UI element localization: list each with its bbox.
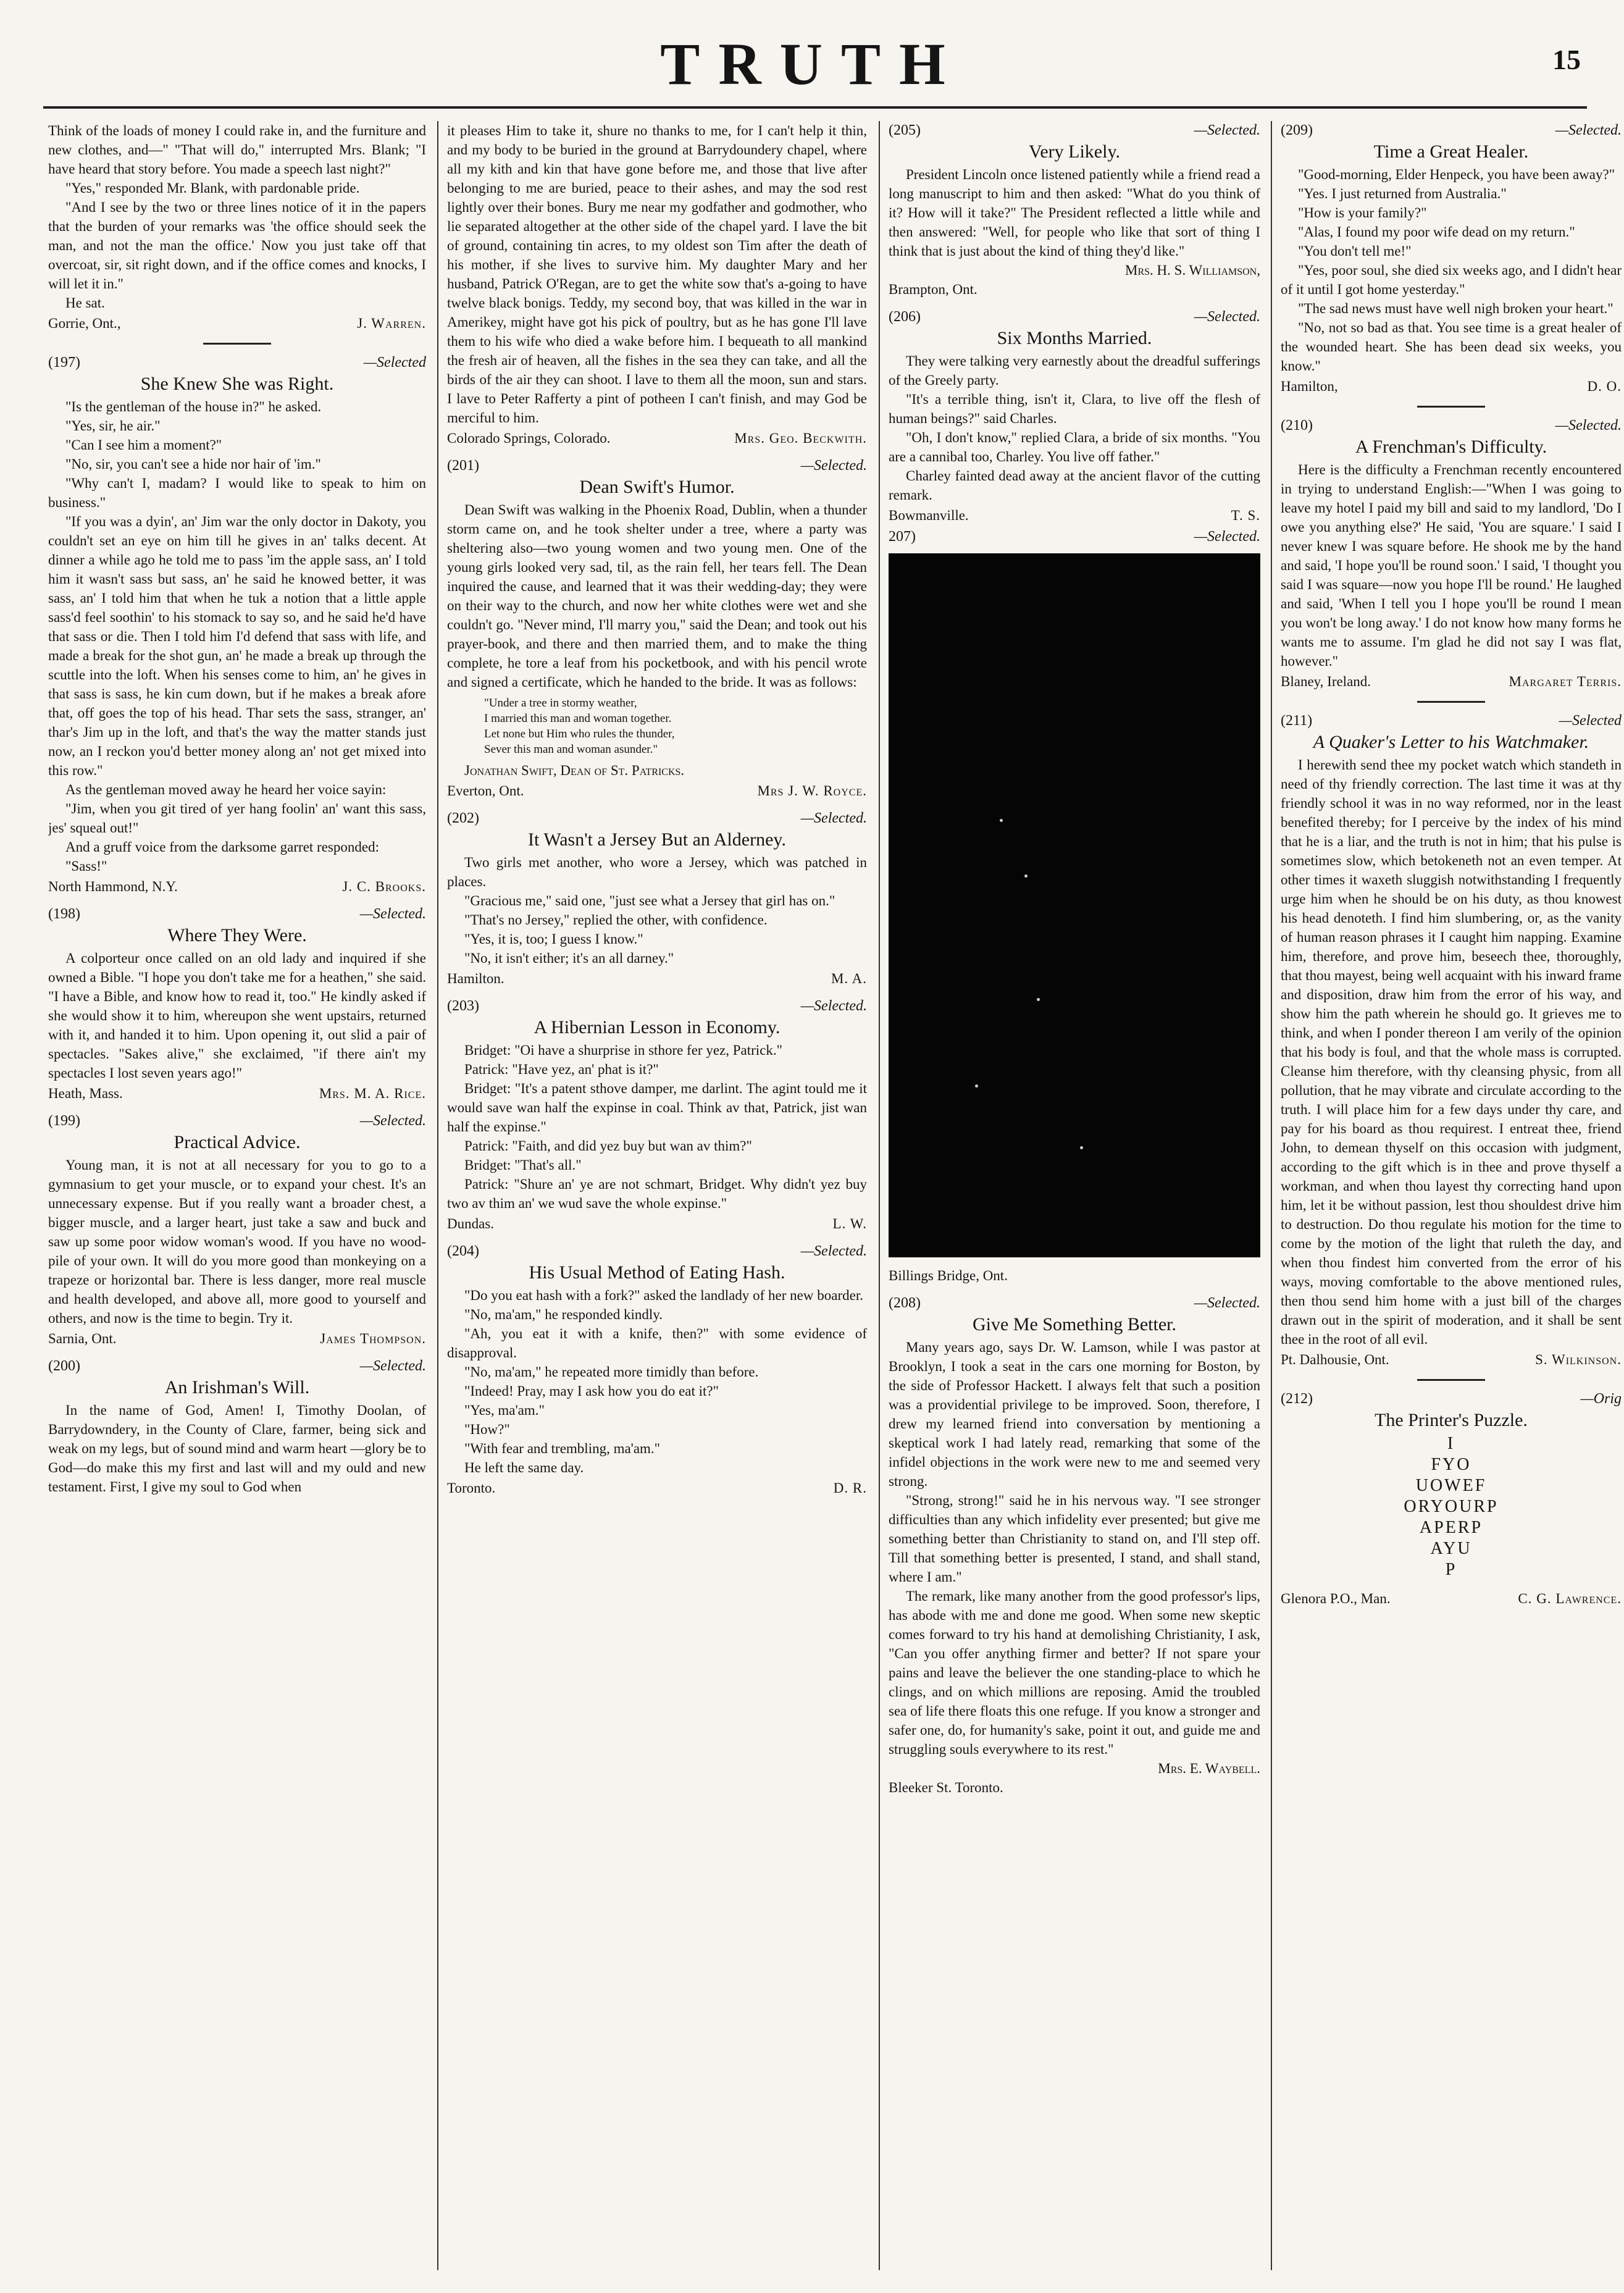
paragraph: Bridget: "Oi have a shurprise in sthore fer yez, Patrick." (464, 1042, 783, 1058)
paragraph: "Strong, strong!" said he in his nervous way. "I see stronger difficulties than any which infidelity ever presented; but give me something better than Christianity to stand on, and I'll step off. Till that something better is presented, I stand, and shall stand, where I am." (889, 1493, 1260, 1585)
paragraph: Patrick: "Shure an' ye are not schmart, Bridget. Why didn't yez buy two av thim an' we wud save the whole expinse." (447, 1176, 867, 1211)
article-header (889, 527, 1260, 548)
signature (447, 1214, 867, 1233)
paragraph: Here is the difficulty a Frenchman recently encountered in trying to understand English:—"When I was going to leave my hotel I paid my bill and said to my landlord, 'Do I owe you anything else?' He said, 'You are square.' I said I never knew I was square before. He shook me by the hand and said, 'I hope you'll be round soon.' I said, 'I thought you said I was square—now you hope I'll be round.' He laughed and said, 'When I tell you I hope you'll be round I mean you won't be long away.' I do not know how many forms he wants me to assume. I'm glad he did not say I was flat, however." (1281, 462, 1622, 669)
article-197 (48, 353, 426, 896)
article-title: An Irishman's Will. (164, 1377, 310, 1398)
article-number: (203) (447, 998, 479, 1014)
signature-name: L. W. (832, 1216, 867, 1231)
paragraph: And a gruff voice from the darksome garret responded: (65, 839, 379, 855)
article-title: Very Likely. (1028, 141, 1120, 162)
paragraph: "With fear and trembling, ma'am." (464, 1441, 661, 1456)
article-199 (48, 1112, 426, 1348)
redacted-ink-blot (889, 553, 1260, 1257)
signature-place: Toronto. (447, 1480, 496, 1496)
article-header (48, 905, 426, 926)
column-2 (447, 121, 867, 2276)
paragraph: "The sad news must have well nigh broken your heart." (1298, 301, 1614, 316)
article-source: —Selected. (359, 1113, 426, 1129)
signature-place: Glenora P.O., Man. (1281, 1591, 1391, 1606)
signature-place: Bleeker St. Toronto. (889, 1780, 1003, 1795)
article-header (889, 308, 1260, 329)
article-source: —Selected. (359, 906, 426, 922)
paragraph: Two girls met another, who wore a Jersey, which was patched in places. (447, 855, 867, 889)
paragraph: Charley fainted dead away at the ancient flavor of the cutting remark. (889, 468, 1260, 503)
paragraph: A colporteur once called on an old lady and inquired if she owned a Bible. "I hope you don't take me for a heathen," she said. "I have a Bible, and know how to read it, too." He kindly asked if she would show it to him, whereupon she went upstairs, returned with it, and handed it to him. Upon opening it, out slid a pair of spectacles. "Sakes alive," she exclaimed, "if there ain't my spectacles I lost seven years ago!" (48, 950, 426, 1081)
paragraph: "Jim, when you git tired of yer hang foolin' an' want this sass, jes' squeal out!" (48, 801, 426, 836)
article-header (1281, 416, 1622, 437)
article-209 (1281, 121, 1622, 396)
article-212 (1281, 1390, 1622, 1608)
columns (48, 121, 1620, 2283)
signature-name: S. Wilkinson. (1535, 1352, 1622, 1367)
poem-line: I married this man and woman together. (484, 712, 672, 725)
paragraph: President Lincoln once listened patiently while a friend read a long manuscript to him and then asked: "What do you think of it? How will it take?" The President reflected a little while and then answered: "Well, for people who like that sort of thing I think that is just about the kind of thing they'd like." (889, 167, 1260, 259)
article-title: Where They Were. (167, 925, 307, 945)
article-210 (1281, 416, 1622, 691)
paragraph: Think of the loads of money I could rake in, and the furniture and new clothes, and—" "That will do," interrupted Mrs. Blank; "I have heard that story before. You made a speech last night?" (48, 123, 426, 177)
poem-line: Let none but Him who rules the thunder, (484, 727, 675, 740)
article-source: —Orig (1580, 1391, 1622, 1407)
article-header (447, 997, 867, 1018)
paragraph: "Good-morning, Elder Henpeck, you have been away?" (1298, 167, 1615, 182)
signature (48, 1329, 426, 1348)
paragraph: "You don't tell me!" (1298, 243, 1412, 259)
article-198 (48, 905, 426, 1103)
paragraph: "Is the gentleman of the house in?" he asked. (65, 399, 322, 414)
signature (1281, 672, 1622, 691)
article-number: (208) (889, 1295, 921, 1311)
paragraph: He sat. (65, 295, 105, 311)
article-title: Dean Swift's Humor. (579, 477, 735, 497)
paragraph: The remark, like many another from the good professor's lips, has abode with me and done me good. When some new skeptic comes forward to try his hand at demolishing Christianity, I ask, "Can you offer anything firmer and better? If not spare your pains and leave the believer the one standing-place to which he clings, and on which millions are reposing. Amid the troubled sea of life there floats this one refuge. If you know a stronger and safer one, do, for humanity's sake, point it out, and guide me and struggling souls everywhere to its rest." (889, 1588, 1260, 1757)
paragraph: "How?" (464, 1422, 510, 1437)
puzzle-line: UOWEF (1415, 1476, 1487, 1495)
paragraph: Patrick: "Faith, and did yez buy but wan av thim?" (464, 1138, 752, 1154)
article-header (889, 1294, 1260, 1315)
article-title: Practical Advice. (174, 1132, 301, 1152)
signature-place: Blaney, Ireland. (1281, 674, 1371, 689)
article-continued (48, 121, 426, 333)
article-header (1281, 121, 1622, 142)
article-header (1281, 711, 1622, 732)
paragraph: Bridget: "It's a patent sthove damper, me darlint. The agint tould me it would save wan half the expinse in coal. Think av that, Patrick, jist wan half the expinse." (447, 1081, 867, 1134)
paragraph: In the name of God, Amen! I, Timothy Doolan, of Barrydowndery, in the County of Clare, farmer, being sick and weak on my legs, but of sound mind and warm heart —glory be to God—do make this my first and last will and my ould and new testament. First, I give my soul to God when (48, 1402, 426, 1494)
article-title: Time a Great Healer. (1373, 141, 1529, 162)
signature (447, 1478, 867, 1498)
signature-name: Mrs. H. S. Williamson, (1125, 262, 1260, 278)
paragraph: "Yes, it is, too; I guess I know." (464, 931, 643, 947)
paragraph: He left the same day. (464, 1460, 584, 1475)
puzzle-line: I (1447, 1434, 1455, 1453)
paragraph: "No, ma'am," he repeated more timidly than before. (464, 1364, 759, 1380)
printers-puzzle (1281, 1433, 1622, 1580)
signature-place: Sarnia, Ont. (48, 1331, 117, 1346)
signature-place: Hamilton. (447, 971, 504, 986)
article-title: Give Me Something Better. (973, 1314, 1176, 1335)
signature-name: J. Warren. (357, 316, 426, 331)
paragraph: "No, not so bad as that. You see time is a great healer of the wounded heart. She has been dead six weeks, you know." (1281, 320, 1622, 374)
signature-place: Everton, Ont. (447, 783, 524, 799)
article-source: —Selected (1559, 713, 1622, 729)
signature-name: Margaret Terris. (1509, 674, 1622, 689)
article-title: Six Months Married. (997, 328, 1152, 348)
article-203 (447, 997, 867, 1233)
article-continued (447, 121, 867, 448)
signature-place: Hamilton, (1281, 379, 1338, 394)
article-source: —Selected. (800, 1243, 867, 1259)
signature-place: Pt. Dalhousie, Ont. (1281, 1352, 1389, 1367)
page-number: 15 (1552, 44, 1581, 75)
separator-rule (1417, 406, 1485, 408)
article-header (889, 121, 1260, 142)
puzzle-line: APERP (1419, 1518, 1483, 1537)
article-source: —Selected. (1194, 529, 1260, 545)
paragraph: "Yes," responded Mr. Blank, with pardonable pride. (65, 180, 360, 196)
paragraph: "Sass!" (65, 858, 107, 874)
article-204 (447, 1242, 867, 1498)
article-title: A Frenchman's Difficulty. (1355, 437, 1547, 457)
signature-place: Colorado Springs, Colorado. (447, 430, 611, 446)
article-title: His Usual Method of Eating Hash. (529, 1262, 785, 1283)
signature-place: North Hammond, N.Y. (48, 879, 178, 894)
article-title: A Quaker's Letter to his Watchmaker. (1313, 732, 1589, 752)
article-title: It Wasn't a Jersey But an Alderney. (528, 829, 786, 850)
signature-name: Mrs J. W. Royce. (757, 783, 867, 799)
paragraph: Patrick: "Have yez, an' phat is it?" (464, 1062, 659, 1077)
signature-name: J. C. Brooks. (342, 879, 426, 894)
article-207 (889, 527, 1260, 1285)
article-source: —Selected. (1194, 122, 1260, 138)
article-number: (198) (48, 906, 80, 922)
poem-line: "Under a tree in stormy weather, (484, 697, 637, 710)
article-title: The Printer's Puzzle. (1375, 1410, 1528, 1430)
signature (1281, 1589, 1622, 1608)
paragraph: "No, it isn't either; it's an all darney." (464, 950, 674, 966)
article-number: (210) (1281, 417, 1313, 434)
poem (447, 695, 867, 757)
masthead-rule (43, 106, 1587, 109)
article-source: —Selected. (800, 998, 867, 1014)
speck (1037, 998, 1040, 1001)
article-number: (200) (48, 1358, 80, 1374)
signature-place: Gorrie, Ont., (48, 316, 121, 331)
paragraph: "It's a terrible thing, isn't it, Clara, to live off the flesh of human beings?" said Charles. (889, 392, 1260, 426)
article-200 (48, 1357, 426, 1496)
article-header (48, 353, 426, 374)
paragraph: "Indeed! Pray, may I ask how you do eat it?" (464, 1383, 719, 1399)
signature-place: Heath, Mass. (48, 1086, 123, 1101)
article-208 (889, 1294, 1260, 1797)
article-205 (889, 121, 1260, 299)
puzzle-line: FYO (1431, 1455, 1471, 1474)
signature (447, 429, 867, 448)
signature-place: Brampton, Ont. (889, 282, 977, 297)
paragraph: Young man, it is not at all necessary for you to go to a gymnasium to get your muscle, or to expand your chest. It's an unnecessary expense. But if you really want a broader chest, a bigger muscle, and a larger heart, just take a saw and buck and saw up some poor widow woman's wood. If you have no wood-pile of your own. It will do you more good than monkeying on a trapeze or horizontal bar. There is less danger, more real muscle and health developed, and above all, more good to yourself and others, and now is the time to begin. Try it. (48, 1157, 426, 1326)
article-source: —Selected (363, 354, 426, 371)
paragraph: "Yes, sir, he air." (65, 418, 161, 434)
article-211 (1281, 711, 1622, 1369)
masthead (0, 0, 1624, 114)
paragraph: "Yes, ma'am." (464, 1402, 545, 1418)
paragraph: "Gracious me," said one, "just see what a Jersey that girl has on." (464, 893, 835, 908)
speck (1000, 819, 1003, 822)
signature-name: Mrs. E. Waybell. (1158, 1761, 1260, 1776)
paragraph: Many years ago, says Dr. W. Lamson, while I was pastor at Brooklyn, I took a seat in the cars one morning for Boston, by the side of Professor Hackett. I always felt that such a position was a providential privilege to be improved. Soon, therefore, I drew my learned friend into conversation by mentioning a skeptical work I had lately read, remarking that some of the infidel objections in the work were new to me and seemed very strong. (889, 1339, 1260, 1489)
newspaper-title: TRUTH (660, 31, 964, 97)
speck (1080, 1146, 1083, 1149)
article-source: —Selected. (1555, 417, 1622, 434)
signature (1281, 377, 1622, 396)
paragraph: "Do you eat hash with a fork?" asked the landlady of her new boarder. (464, 1288, 863, 1303)
article-source: —Selected. (800, 458, 867, 474)
signature (48, 314, 426, 333)
paragraph: Bridget: "That's all." (464, 1157, 582, 1173)
puzzle-line: AYU (1430, 1539, 1472, 1558)
article-202 (447, 809, 867, 988)
paragraph: Dean Swift was walking in the Phoenix Road, Dublin, when a thunder storm came on, and he took shelter under a tree, where a party was sheltering also—two young women and two young men. One of the young girls looked very sad, til, as the rain fell, her tears fell. The Dean inquired the cause, and learned that it was their wedding-day; they were on their way to the church, and now her white clothes were wet and she couldn't go. "Never mind, I'll marry you," said the Dean; and took out his prayer-book, and there and then married them, and to make the thing complete, he tore a leaf from his pocketbook, and with his pencil wrote and signed a certificate, which he handed to the bride. It was as follows: (447, 502, 867, 690)
separator-rule (1417, 1379, 1485, 1381)
separator-rule (1417, 701, 1485, 703)
paragraph: "If you was a dyin', an' Jim war the only doctor in Dakoty, you couldn't set an eye on him till he gives in an' talks decent. At dinner a while ago he told me to pass 'im the apple sass, an' I told him it wasn't sass but sass, an' he said he knowed better, it was sass, an' I told him that when he tuk a notion that a little apple sass'd feel soothin' to his stomack to say so, and he said he'd have that sass or die. Then I told him I'd defend that sass with life, and made a break for the shot gun, an' he made a break up through the scuttle into the loft. When his senses come to him, an' he gives in that sass is sass, he kin cum down, but if he makes a break afore that, off goes the top of his head. Thar sets the sass, stranger, an' thar's Jim up in the loft, and that's the way the matter stands just now, an I reckon you'd better money along an' not get mixed into this row." (48, 514, 426, 778)
column-4 (1281, 121, 1622, 2276)
article-number: (205) (889, 122, 921, 138)
paragraph: "No, sir, you can't see a hide nor hair of 'im." (65, 456, 321, 472)
paragraph: I herewith send thee my pocket watch which standeth in need of thy friendly correction. The last time it was at thy friendly school it was in no way reformed, nor in the least benefited thereby; for I perceive by the index of his mind that he is a liar, and the truth is not in him; that his pulse is sometimes slow, which betokeneth not an even temper. At other times it waxeth sluggish notwithstanding I frequently urge him when he should be on his duty, as thou knowest his head denoteth. I find him slumbering, or, as the vanity of human reason phrases it I caught him napping. Examine him, therefore, and prove him, beseech thee, thoroughly, that thou mayest, being well acquaint with his inward frame and disposition, draw him from the error of his way, and show him the path wherein he should go. It grieves me to think, and when I ponder thereon I am verily of the opinion that his body is foul, and that the whole mass is corrupted. Cleanse him therefore, with thy cleansing physic, from all pollution, that he may vibrate and circulate according to the truth. I will place him for a few days under thy care, and pay for his board as thou requirest. I entreat thee, friend John, to demean thyself on this occasion with judgment, according to the gift which is in thee and prove thyself a workman, and when thou layest thy correcting hand upon him, let it be without passion, lest thou shouldest drive him to destruction. Do thou regulate his motion for the time to come by the motion of the light that ruleth the day, and when thou findest him converted from the error of his ways, moving comfortable to the above mentioned rules, then thou send him home with a just bill of the charges drawn out in the spirit of moderation, and it shall be sent thee in the root of all evil. (1281, 757, 1622, 1347)
signature (48, 877, 426, 896)
puzzle-line: ORYOURP (1404, 1497, 1499, 1516)
signature-name: James Thompson. (320, 1331, 426, 1346)
article-number: (201) (447, 458, 479, 474)
article-206 (889, 308, 1260, 525)
signature-place: Billings Bridge, Ont. (889, 1268, 1008, 1283)
puzzle-line: P (1445, 1560, 1457, 1579)
paragraph: As the gentleman moved away he heard her voice sayin: (65, 782, 387, 797)
article-header (48, 1112, 426, 1133)
article-header (447, 809, 867, 830)
article-number: (206) (889, 309, 921, 325)
article-source: —Selected. (800, 810, 867, 826)
article-number: 207) (889, 529, 916, 545)
paragraph: They were talking very earnestly about the dreadful sufferings of the Greely party. (889, 353, 1260, 388)
article-number: (204) (447, 1243, 479, 1259)
article-header (48, 1357, 426, 1378)
article-number: (211) (1281, 713, 1313, 729)
paragraph: "That's no Jersey," replied the other, with confidence. (464, 912, 768, 928)
poem-line: Sever this man and woman asunder." (484, 743, 658, 756)
speck (975, 1084, 978, 1088)
paragraph: "Why can't I, madam? I would like to speak to him on business." (48, 476, 426, 510)
article-header (447, 1242, 867, 1263)
signature (48, 1084, 426, 1103)
signature-name: Mrs. M. A. Rice. (319, 1086, 426, 1101)
signature (447, 781, 867, 800)
article-header (1281, 1390, 1622, 1411)
article-source: —Selected. (1194, 309, 1260, 325)
signature (1281, 1350, 1622, 1369)
poem-signature: Jonathan Swift, Dean of St. Patricks. (464, 763, 685, 778)
article-source: —Selected. (359, 1358, 426, 1374)
article-title: A Hibernian Lesson in Economy. (534, 1017, 781, 1038)
article-201 (447, 456, 867, 800)
signature-name: D. R. (833, 1480, 867, 1496)
article-number: (197) (48, 354, 80, 371)
signature (447, 969, 867, 988)
signature-name: Mrs. Geo. Beckwith. (734, 430, 867, 446)
signature-name: C. G. Lawrence. (1518, 1591, 1622, 1606)
signature-name: T. S. (1231, 508, 1260, 523)
article-header (447, 456, 867, 477)
paragraph: "And I see by the two or three lines notice of it in the papers that the burden of your remarks was 'the office should seek the man, and not the man the office.' Now you just take off that overcoat, sir, sit right down, and if the office comes and knocks, I will let it in." (48, 199, 426, 291)
paragraph: "Ah, you eat it with a knife, then?" with some evidence of disapproval. (447, 1326, 867, 1360)
column-3 (889, 121, 1260, 2276)
signature-name: M. A. (831, 971, 867, 986)
paragraph: it pleases Him to take it, shure no thanks to me, for I can't help it thin, and my body to be buried in the ground at Barrydoundery chapel, where all my kith and kin that have gone before me, and those that live after belonging to me are buried, peace to their ashes, and may the sod rest lightly over their bones. Bury me near my godfather and godmother, who lie separated altogether at the other side of the chapel yard. I lave the bit of ground, containing tin acres, to my oldest son Tim after the death of his mother, if she lives to survive him. My daughter Mary and her husband, Patrick O'Regan, are to get the white sow that's a-going to have twelve black bonigs. Teddy, my second boy, that was killed in the war in Amerikey, might have got his pick of poultry, but as he has gone I'll lave them to his wife who died a wake before him. I bequeath to all mankind the fresh air of heaven, all the fishes in the sea they can take, and all the birds of the air they can shoot. I lave to them all the moon, sun and stars. I lave to Peter Rafferty a pint of potheen I can't finish, and may God be merciful to him. (447, 123, 867, 425)
paragraph: "Yes. I just returned from Australia." (1298, 186, 1507, 201)
article-title: She Knew She was Right. (140, 374, 334, 394)
article-number: (202) (447, 810, 479, 826)
article-number: (209) (1281, 122, 1313, 138)
speck (1024, 874, 1028, 878)
signature-place: Bowmanville. (889, 508, 969, 523)
signature-place: Dundas. (447, 1216, 495, 1231)
signature (889, 506, 1260, 525)
paragraph: "Yes, poor soul, she died six weeks ago, and I didn't hear of it until I got home yesterday." (1281, 262, 1622, 297)
column-1 (48, 121, 426, 2276)
paragraph: "Oh, I don't know," replied Clara, a bride of six months. "You are a cannibal too, Charley. You live off father." (889, 430, 1260, 464)
article-source: —Selected. (1194, 1295, 1260, 1311)
separator-rule (203, 343, 271, 345)
paragraph: "Alas, I found my poor wife dead on my return." (1298, 224, 1575, 240)
article-source: —Selected. (1555, 122, 1622, 138)
paragraph: "No, ma'am," he responded kindly. (464, 1307, 663, 1322)
paragraph: "Can I see him a moment?" (65, 437, 222, 453)
paragraph: "How is your family?" (1298, 205, 1427, 220)
article-number: (199) (48, 1113, 80, 1129)
article-number: (212) (1281, 1391, 1313, 1407)
signature-name: D. O. (1587, 379, 1622, 394)
